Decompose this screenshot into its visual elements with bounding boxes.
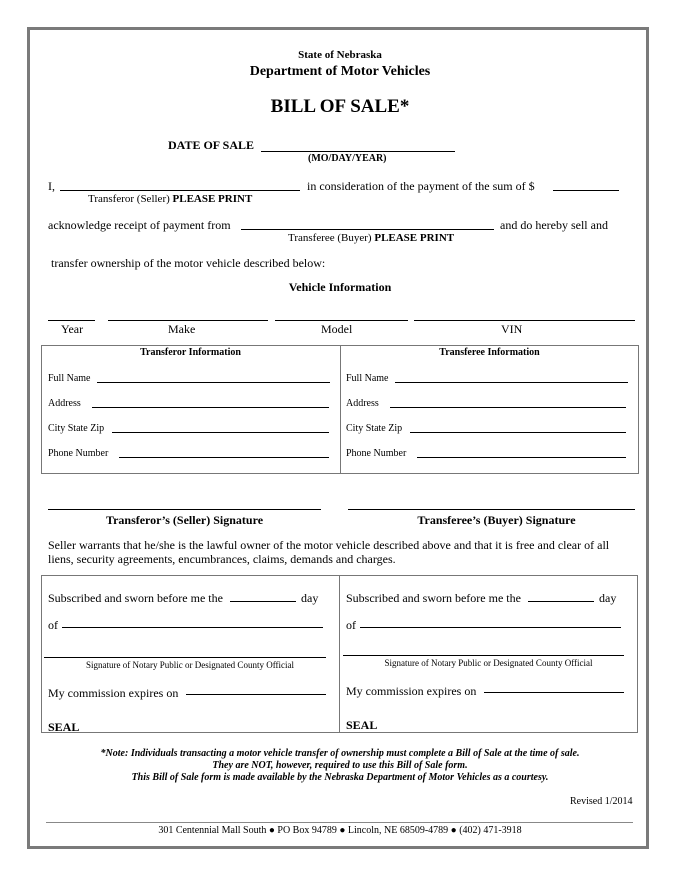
department-name: Department of Motor Vehicles <box>249 64 431 79</box>
transferee-city-field[interactable] <box>410 432 626 433</box>
transferee-address-label: Address <box>346 398 379 409</box>
notary-right-day-label: day <box>599 591 617 605</box>
notary-left-signature-caption: Signature of Notary Public or Designated County Official <box>85 660 295 670</box>
notary-right-signature-caption: Signature of Notary Public or Designated County Official <box>384 658 593 668</box>
notary-right-day-field[interactable] <box>528 601 594 602</box>
footnote-line-3: This Bill of Sale form is made available by the Nebraska Department of Motor Vehicles as a courtesy. <box>131 772 549 783</box>
seller-caption <box>88 193 252 205</box>
model-label: Model <box>321 322 353 336</box>
buyer-signature-field[interactable] <box>348 509 635 510</box>
date-format-caption: (MO/DAY/YEAR) <box>308 153 387 164</box>
buyer-signature-label: Transferee’s (Buyer) Signature <box>417 513 576 527</box>
page-title: BILL OF SALE* <box>270 96 410 117</box>
payment-amount-field[interactable] <box>553 190 619 191</box>
vin-label: VIN <box>501 322 523 336</box>
transferor-phone-label: Phone Number <box>48 448 109 459</box>
notary-right-sworn: Subscribed and sworn before me the <box>346 591 521 605</box>
seller-name-field[interactable] <box>60 190 300 191</box>
date-of-sale-field[interactable] <box>261 151 455 152</box>
notary-right-commission-field[interactable] <box>484 692 624 693</box>
notary-left-commission-field[interactable] <box>186 694 326 695</box>
year-label: Year <box>61 322 84 336</box>
notary-right-month-field[interactable] <box>360 627 621 628</box>
party-info-divider <box>340 345 341 474</box>
footnote-line-1: *Note: Individuals transacting a motor vehicle transfer of ownership must complete a Bill of Sale at the time of sale. <box>100 748 580 759</box>
transferor-address-label: Address <box>48 398 81 409</box>
notary-left-day-label: day <box>301 591 319 605</box>
notary-left-day-field[interactable] <box>230 601 296 602</box>
buyer-name-field[interactable] <box>241 229 494 230</box>
transferor-city-label: City State Zip <box>48 423 105 434</box>
i-label: I, <box>48 179 55 193</box>
transferee-phone-field[interactable] <box>417 457 626 458</box>
footer-divider <box>46 822 633 823</box>
warranty-line-2: liens, security agreements, encumbrances, claims, demands and charges. <box>48 552 396 566</box>
notary-left-month-field[interactable] <box>62 627 323 628</box>
notary-divider <box>339 575 340 733</box>
transferee-phone-label: Phone Number <box>346 448 407 459</box>
vin-field[interactable] <box>414 320 635 321</box>
transferor-full-name-label: Full Name <box>48 373 91 384</box>
notary-right-of-label: of <box>346 618 356 632</box>
buyer-caption-bold: PLEASE PRINT <box>374 232 455 244</box>
seller-caption-bold: PLEASE PRINT <box>172 193 253 205</box>
transfer-text: transfer ownership of the motor vehicle described below: <box>51 256 326 270</box>
date-of-sale-label: DATE OF SALE <box>168 138 255 152</box>
sell-text: and do hereby sell and <box>500 218 608 232</box>
notary-left-of-label: of <box>48 618 58 632</box>
transferee-city-label: City State Zip <box>346 423 403 434</box>
notary-left-signature-field[interactable] <box>44 657 326 658</box>
transferor-address-field[interactable] <box>92 407 329 408</box>
notary-left-commission-label: My commission expires on <box>48 686 179 700</box>
buyer-caption-plain: Transferee (Buyer) <box>288 232 372 244</box>
transferee-address-field[interactable] <box>390 407 626 408</box>
year-field[interactable] <box>48 320 95 321</box>
seller-caption-plain: Transferor (Seller) <box>88 193 170 205</box>
buyer-caption <box>288 232 454 244</box>
make-label: Make <box>168 322 196 336</box>
notary-right-seal: SEAL <box>346 718 378 732</box>
transferor-full-name-field[interactable] <box>97 382 330 383</box>
notary-left-sworn: Subscribed and sworn before me the <box>48 591 223 605</box>
warranty-line-1: Seller warrants that he/she is the lawful owner of the motor vehicle described above and that it is free and clear of all <box>48 538 610 552</box>
consideration-text: in consideration of the payment of the sum of $ <box>307 179 535 193</box>
notary-right-commission-label: My commission expires on <box>346 684 477 698</box>
revised-date: Revised 1/2014 <box>570 796 633 807</box>
seller-signature-field[interactable] <box>48 509 321 510</box>
transferor-city-field[interactable] <box>112 432 329 433</box>
transferor-phone-field[interactable] <box>119 457 329 458</box>
footnote-line-2: They are NOT, however, required to use this Bill of Sale form. <box>212 760 468 771</box>
acknowledge-text: acknowledge receipt of payment from <box>48 218 231 232</box>
transferee-full-name-field[interactable] <box>395 382 628 383</box>
notary-left-seal: SEAL <box>48 720 80 734</box>
vehicle-info-heading: Vehicle Information <box>288 280 392 294</box>
transferor-info-heading: Transferor Information <box>140 347 241 358</box>
state-name: State of Nebraska <box>298 49 382 61</box>
transferee-info-heading: Transferee Information <box>439 347 540 358</box>
address-footer: 301 Centennial Mall South ● PO Box 94789 ● Lincoln, NE 68509-4789 ● (402) 471-3918 <box>158 825 522 836</box>
model-field[interactable] <box>275 320 408 321</box>
seller-signature-label: Transferor’s (Seller) Signature <box>105 513 264 527</box>
transferee-full-name-label: Full Name <box>346 373 389 384</box>
notary-right-signature-field[interactable] <box>343 655 624 656</box>
make-field[interactable] <box>108 320 268 321</box>
